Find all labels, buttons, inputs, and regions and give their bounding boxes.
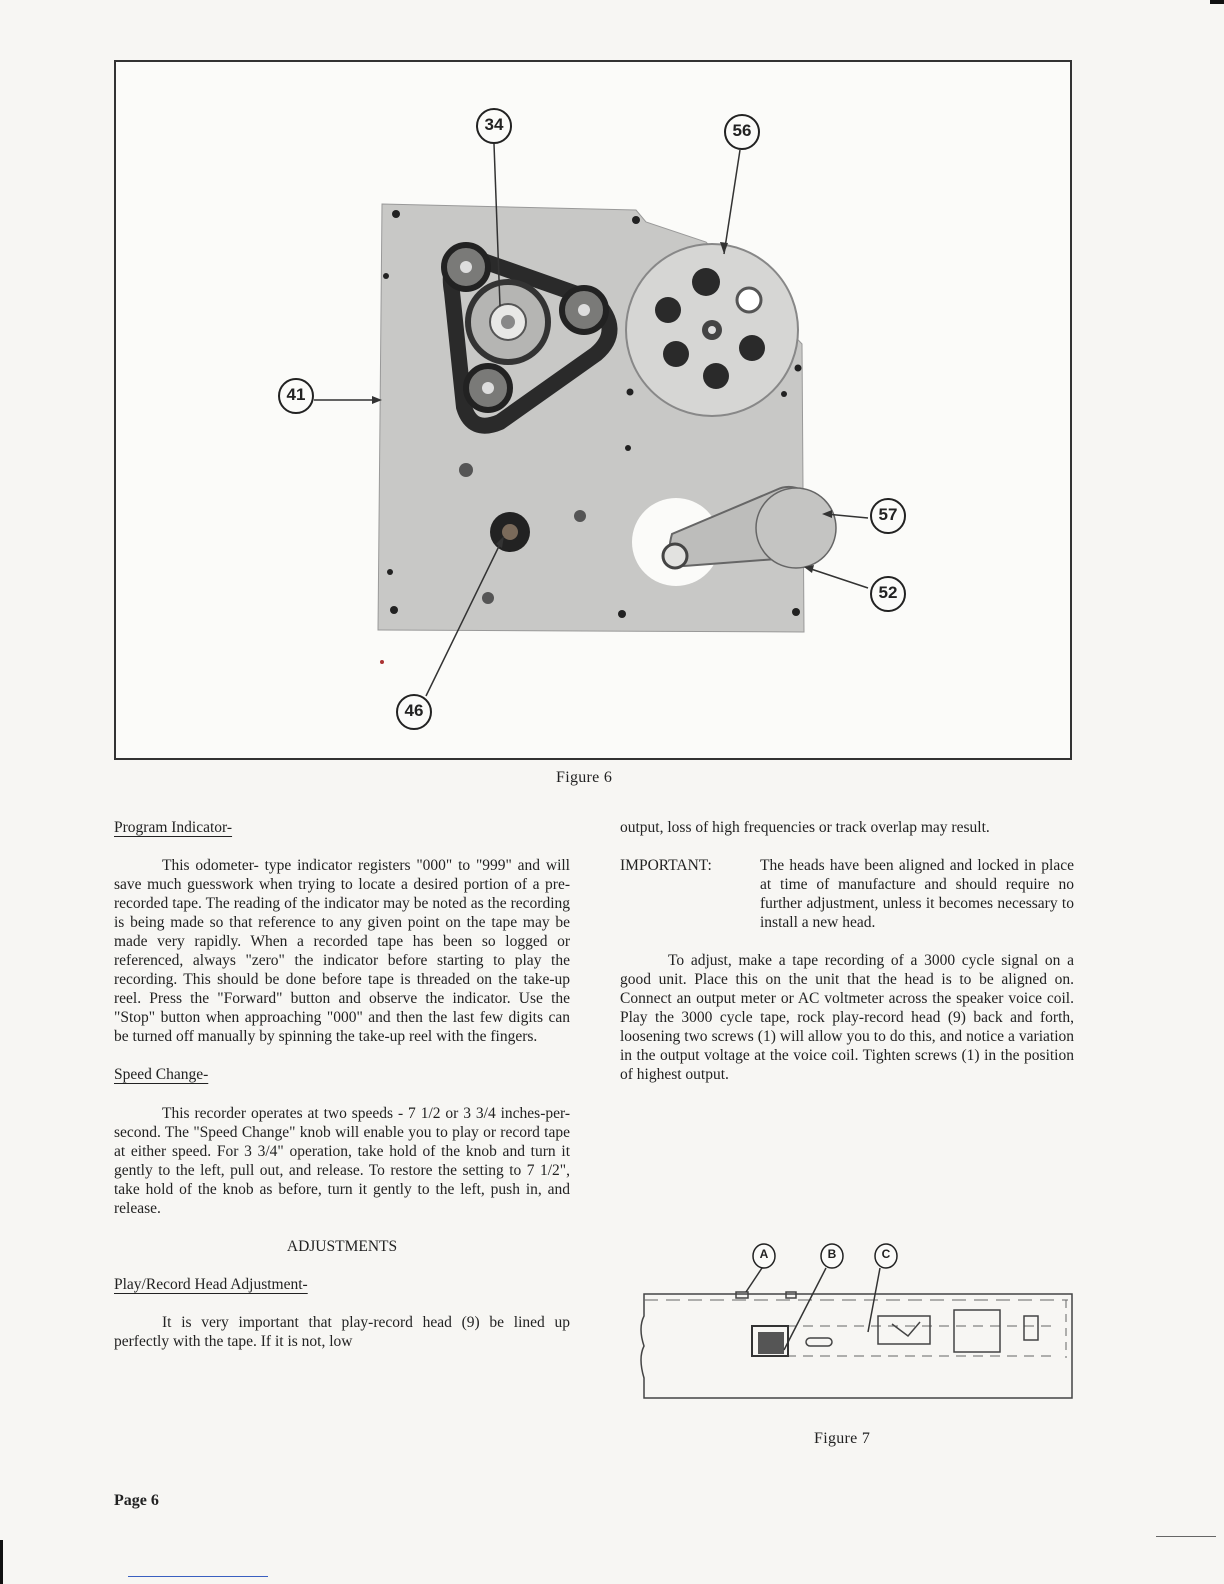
callout-b: B (827, 1247, 837, 1261)
important-label: IMPORTANT: (620, 857, 712, 874)
program-indicator-text: This odometer- type indicator registers "000" to "999" and will save much guesswork when trying to locate a desired portion of a pre-recorded tape. The reading of the indicator may be noted as the recording is being made so that reference to any given point on the tape may be made very rapidly. When a recorded tape has been so logged or referenced, always "zero" the indicator before starting to play the recording. This should be done before tape is threaded on the take-up reel. Press the "Forward" button and observe the indicator. Use the "Stop" button when approaching "000" and then the last few digits can be turned off manually by spinning the take-up reel with the fingers. (114, 857, 570, 1045)
speed-change-text: This recorder operates at two speeds - 7 1/2 or 3 3/4 inches-per-second. The "Speed Change" knob will enable you to play or record tape at either speed. For 3 3/4" operation, take hold of the knob and turn it gently to the left, pull out, and release. To restore the setting to 7 1/2", take hold of the knob as before, turn it gently to the left, push in, and release. (114, 1105, 570, 1217)
callout-52: 52 (878, 583, 898, 602)
continued-text: output, loss of high frequencies or track overlap may result. (620, 819, 990, 836)
callout-c: C (881, 1247, 891, 1261)
callout-46: 46 (404, 701, 424, 720)
figure-7 (636, 1238, 1076, 1408)
figure-6-caption: Figure 6 (556, 769, 613, 786)
important-text: The heads have been aligned and locked in place at time of manufacture and should require no further adjustment, unless it becomes necessary to install a new head. (760, 857, 1074, 931)
adjust-procedure-text: To adjust, make a tape recording of a 3000 cycle signal on a good unit. Place this on the unit that the head is to be aligned on. Connect an output meter or AC voltmeter across the speaker voice coil. Play the 3000 cycle tape, rock play-record head (9) back and forth, loosening two screws (1) will allow you to do this, and notice a variation in the output voltage at the voice coil. Tighten screws (1) in the position of highest output. (620, 952, 1074, 1083)
speed-change-heading: Speed Change- (114, 1066, 209, 1083)
program-indicator-heading: Program Indicator- (114, 819, 233, 836)
callout-57: 57 (878, 505, 898, 524)
adjustments-heading: ADJUSTMENTS (286, 1238, 398, 1255)
corner-mark (1210, 0, 1224, 4)
figure-7-caption: Figure 7 (814, 1430, 871, 1447)
figure-6-illustration (116, 62, 1070, 758)
head-adjustment-heading: Play/Record Head Adjustment- (114, 1276, 308, 1293)
scratch-mark (1156, 1536, 1216, 1537)
callout-56: 56 (732, 121, 752, 140)
right-column (620, 818, 1074, 1084)
figure-7-illustration (636, 1238, 1076, 1408)
callout-41: 41 (286, 385, 306, 404)
important-note (620, 856, 1074, 932)
callout-a: A (759, 1247, 769, 1261)
page-number: Page 6 (114, 1492, 159, 1509)
figure-6-frame (114, 60, 1072, 760)
head-adjustment-text: It is very important that play-record head (9) be lined up perfectly with the tape. If it is not, low (114, 1314, 570, 1350)
bottom-rule (128, 1576, 268, 1577)
callout-34: 34 (484, 115, 504, 134)
margin-mark (0, 1540, 3, 1584)
left-column (114, 818, 570, 1351)
